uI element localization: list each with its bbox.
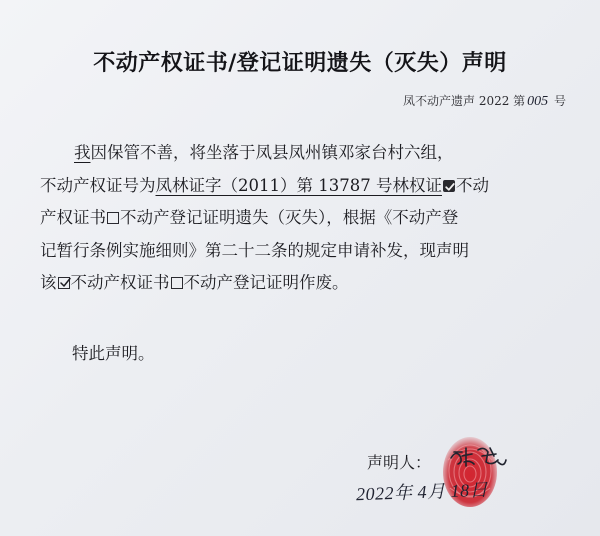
paragraph-line-4: 记暂行条例实施细则》第二十二条的规定申请补发，现声明 [40, 240, 469, 260]
document-number-serial: 005 [527, 94, 549, 109]
checkmark-icon [444, 181, 456, 193]
paragraph-line-5-a: 该 [40, 273, 57, 292]
statement-paragraph [40, 137, 560, 300]
paragraph-line-1 [40, 137, 560, 170]
signature-date: 2022年 4月 18日 [355, 479, 489, 505]
closing-text: 特此声明。 [72, 344, 155, 363]
proof-checkbox-1 [107, 212, 119, 224]
cert-filled-checkbox [443, 180, 455, 192]
certificate-number: 凤林证字（2011）第 13787 号林权证 [155, 175, 442, 195]
paragraph-line-5-c: 不动产登记证明作废。 [183, 273, 349, 292]
paragraph-line-2-prefix: 不动产权证号为 [40, 175, 156, 195]
document-number-prefix: 凤不动产遗声 2022 第 [403, 94, 526, 108]
document-number [403, 92, 566, 110]
paragraph-line-5 [40, 267, 560, 300]
document-number-suffix: 号 [550, 94, 566, 108]
handwritten-signature [448, 442, 508, 472]
paragraph-line-1-text: 因保管不善，将坐落于凤县凤州镇邓家台村六组， [90, 143, 454, 162]
declarant-name: 我 [74, 143, 91, 162]
paragraph-line-2-after: 不动 [455, 175, 489, 195]
paragraph-line-3-b: 不动产登记证明遗失（灭失），根据《不动产登 [120, 208, 459, 227]
signature-label: 声明人： [367, 453, 432, 472]
checkmark-icon [58, 276, 72, 290]
paragraph-line-5-b: 不动产权证书 [70, 273, 170, 292]
paragraph-line-3 [40, 202, 560, 235]
document-title: 不动产权证书/登记证明遗失（灭失）声明 [93, 51, 507, 76]
paragraph-line-2 [40, 170, 560, 203]
paragraph-line-3-a: 产权证书 [40, 208, 106, 227]
proof-checkbox-2 [171, 277, 183, 289]
cert-checked-checkbox [58, 277, 70, 289]
